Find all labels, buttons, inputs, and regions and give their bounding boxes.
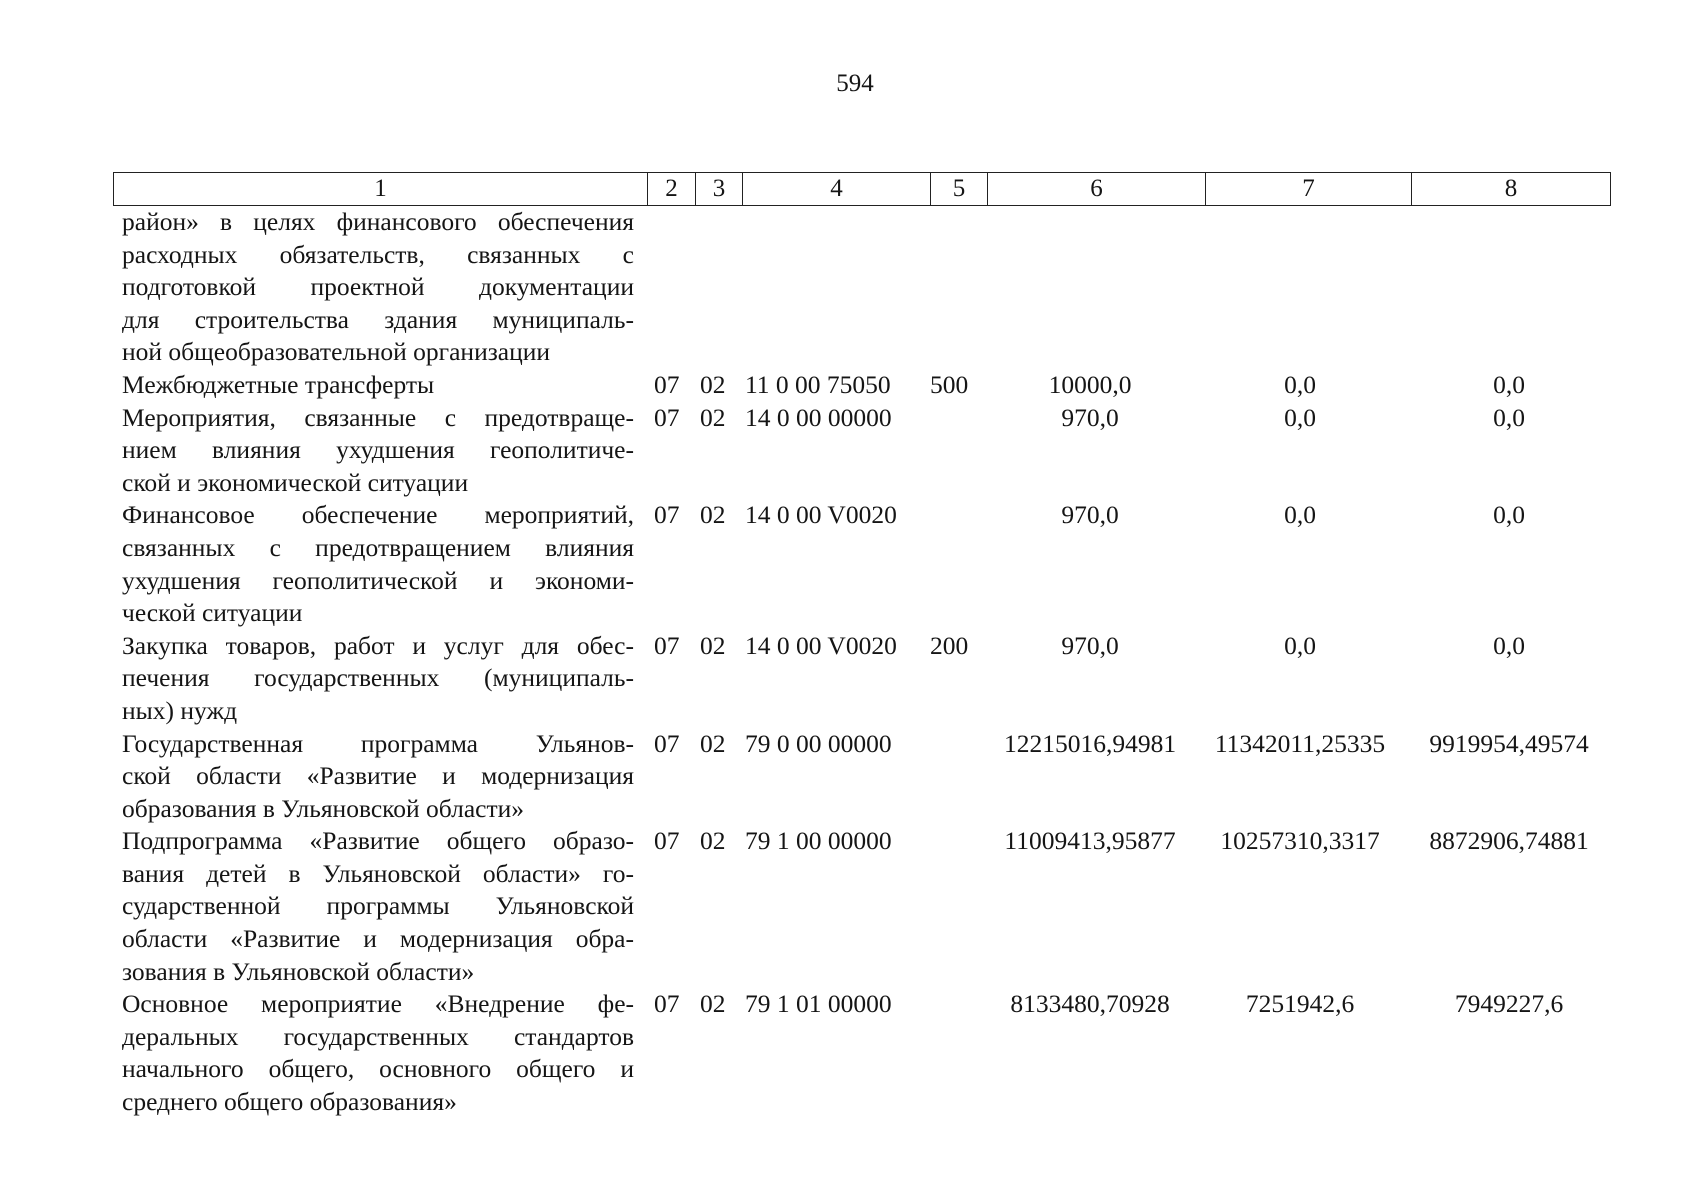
description-line: Государственная программа Ульянов- bbox=[122, 728, 634, 758]
table-row bbox=[0, 988, 1698, 1118]
row-description bbox=[122, 369, 634, 402]
header-cell-3: 3 bbox=[696, 173, 743, 206]
description-line: расходных обязательств, связанных с bbox=[122, 239, 634, 269]
cell-column-7: 0,0 bbox=[1284, 402, 1316, 432]
description-line: ухудшения геополитической и экономи- bbox=[122, 565, 634, 595]
description-line: Подпрограмма «Развитие общего образо- bbox=[122, 826, 634, 856]
table-body bbox=[0, 206, 1698, 1119]
header-cell-8: 8 bbox=[1412, 173, 1611, 206]
cell-column-6: 970,0 bbox=[1061, 630, 1119, 660]
description-line: зования в Ульяновской области» bbox=[122, 956, 475, 986]
row-description bbox=[122, 630, 634, 728]
description-line: подготовкой проектной документации bbox=[122, 272, 634, 302]
header-cell-2: 2 bbox=[648, 173, 696, 206]
cell-column-6: 970,0 bbox=[1061, 402, 1119, 432]
description-line: вания детей в Ульяновской области» го- bbox=[122, 858, 634, 888]
cell-column-7: 7251942,6 bbox=[1245, 989, 1355, 1019]
cell-column-4: 14 0 00 00000 bbox=[745, 402, 892, 432]
cell-column-7: 11342011,25335 bbox=[1214, 728, 1386, 758]
column-header-table bbox=[113, 172, 1611, 206]
description-line: сударственной программы Ульяновской bbox=[122, 891, 634, 921]
description-line: среднего общего образования» bbox=[122, 1087, 457, 1117]
cell-column-3: 02 bbox=[700, 500, 726, 530]
cell-column-5: 500 bbox=[930, 369, 969, 399]
cell-column-2: 07 bbox=[654, 630, 680, 660]
header-cell-6: 6 bbox=[988, 173, 1206, 206]
cell-column-7: 0,0 bbox=[1284, 369, 1316, 399]
cell-column-4: 79 1 01 00000 bbox=[745, 989, 892, 1019]
cell-column-3: 02 bbox=[700, 402, 726, 432]
cell-column-2: 07 bbox=[654, 500, 680, 530]
row-description bbox=[122, 988, 634, 1118]
cell-column-6: 12215016,94981 bbox=[1003, 728, 1177, 758]
description-line: Закупка товаров, работ и услуг для обес- bbox=[122, 630, 634, 660]
description-line: образования в Ульяновской области» bbox=[122, 793, 525, 823]
cell-column-6: 11009413,95877 bbox=[1004, 826, 1176, 856]
row-description bbox=[122, 825, 634, 988]
cell-column-3: 02 bbox=[700, 369, 726, 399]
description-line: ской и экономической ситуации bbox=[122, 467, 469, 497]
description-line: печения государственных (муниципаль- bbox=[122, 663, 634, 693]
row-description bbox=[122, 499, 634, 629]
description-line: район» в целях финансового обеспечения bbox=[122, 207, 634, 236]
header-cell-5: 5 bbox=[931, 173, 988, 206]
description-line: Мероприятия, связанные с предотвраще- bbox=[122, 402, 634, 432]
row-description bbox=[122, 402, 634, 500]
table-row bbox=[0, 630, 1698, 728]
cell-column-6: 970,0 bbox=[1061, 500, 1119, 530]
cell-column-4: 14 0 00 V0020 bbox=[745, 630, 897, 660]
description-line: Основное мероприятие «Внедрение фе- bbox=[122, 989, 634, 1019]
cell-column-5: 200 bbox=[930, 630, 969, 660]
description-line: начального общего, основного общего и bbox=[122, 1054, 634, 1084]
cell-column-4: 79 1 00 00000 bbox=[745, 826, 892, 856]
row-description bbox=[122, 206, 634, 369]
cell-column-7: 10257310,3317 bbox=[1220, 826, 1380, 856]
description-line: ской области «Развитие и модернизация bbox=[122, 761, 634, 791]
cell-column-2: 07 bbox=[654, 989, 680, 1019]
cell-column-4: 11 0 00 75050 bbox=[745, 369, 891, 399]
cell-column-6: 8133480,70928 bbox=[1010, 989, 1170, 1019]
description-line: для строительства здания муниципаль- bbox=[122, 304, 634, 334]
cell-column-4: 79 0 00 00000 bbox=[745, 728, 892, 758]
cell-column-2: 07 bbox=[654, 369, 680, 399]
table-row bbox=[0, 499, 1698, 629]
cell-column-2: 07 bbox=[654, 728, 680, 758]
cell-column-8: 0,0 bbox=[1493, 500, 1525, 530]
cell-column-3: 02 bbox=[700, 826, 726, 856]
table-row bbox=[0, 369, 1698, 402]
page-number: 594 bbox=[836, 70, 874, 97]
header-cell-4: 4 bbox=[743, 173, 931, 206]
cell-column-7: 0,0 bbox=[1284, 500, 1316, 530]
cell-column-8: 7949227,6 bbox=[1454, 989, 1564, 1019]
cell-column-8: 0,0 bbox=[1493, 369, 1525, 399]
cell-column-8: 9919954,49574 bbox=[1429, 728, 1589, 758]
cell-column-8: 0,0 bbox=[1493, 402, 1525, 432]
cell-column-7: 0,0 bbox=[1284, 630, 1316, 660]
description-line: ных) нужд bbox=[122, 695, 238, 725]
description-line: области «Развитие и модернизация обра- bbox=[122, 924, 634, 954]
cell-column-4: 14 0 00 V0020 bbox=[745, 500, 897, 530]
header-cell-1: 1 bbox=[114, 173, 648, 206]
description-line: нием влияния ухудшения геополитиче- bbox=[122, 435, 634, 465]
table-row bbox=[0, 206, 1698, 369]
table-row bbox=[0, 402, 1698, 500]
description-line: Межбюджетные трансферты bbox=[122, 369, 435, 399]
description-line: связанных с предотвращением влияния bbox=[122, 532, 634, 562]
cell-column-2: 07 bbox=[654, 402, 680, 432]
cell-column-8: 8872906,74881 bbox=[1429, 826, 1589, 856]
cell-column-3: 02 bbox=[700, 989, 726, 1019]
header-cell-7: 7 bbox=[1206, 173, 1412, 206]
row-description bbox=[122, 728, 634, 826]
cell-column-8: 0,0 bbox=[1493, 630, 1525, 660]
cell-column-6: 10000,0 bbox=[1048, 369, 1132, 399]
table-row bbox=[0, 825, 1698, 988]
cell-column-3: 02 bbox=[700, 630, 726, 660]
description-line: деральных государственных стандартов bbox=[122, 1021, 634, 1051]
description-line: ческой ситуации bbox=[122, 598, 303, 628]
description-line: Финансовое обеспечение мероприятий, bbox=[122, 500, 634, 530]
table-row bbox=[0, 728, 1698, 826]
cell-column-3: 02 bbox=[700, 728, 726, 758]
description-line: ной общеобразовательной организации bbox=[122, 337, 551, 367]
cell-column-2: 07 bbox=[654, 826, 680, 856]
header-row bbox=[114, 173, 1611, 206]
